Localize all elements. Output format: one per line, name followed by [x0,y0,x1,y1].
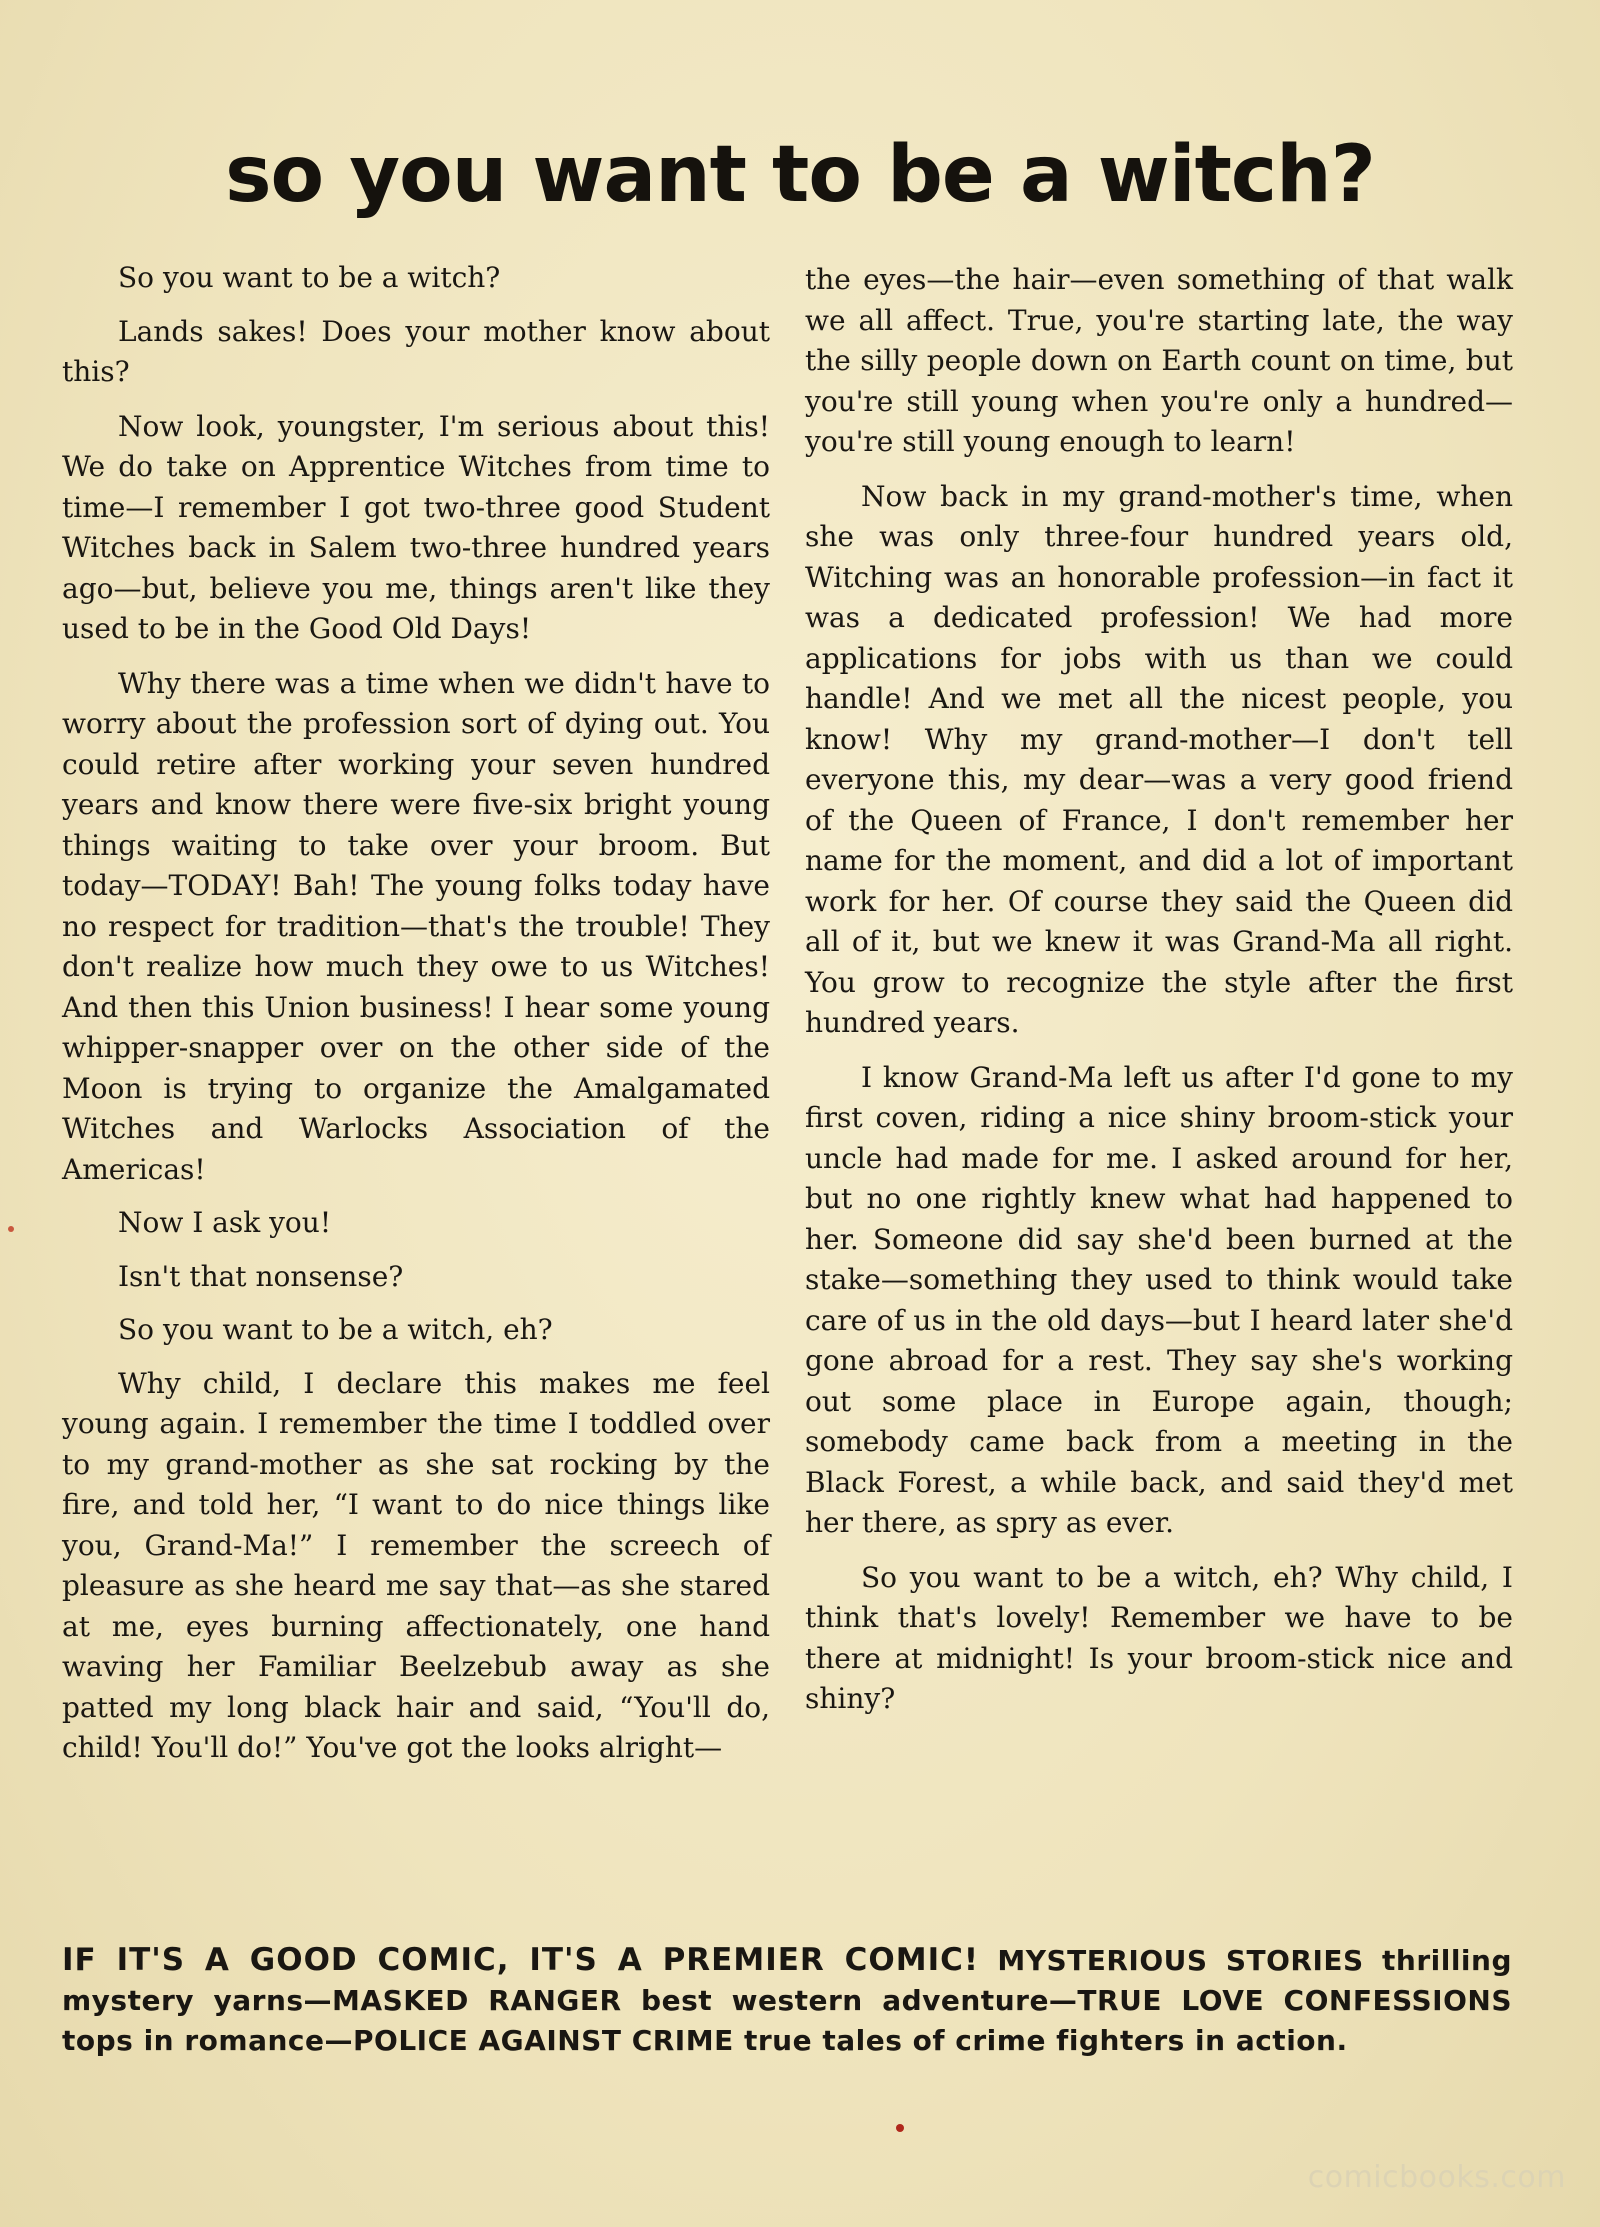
paragraph: the eyes—the hair—even something of that walk we all affect. True, you're starting late, the way the silly people down on Earth count on time, but you're still young when you're only a hundred—you're still young enough to learn! [805,263,1513,458]
left-column [62,258,770,1769]
paragraph: So you want to be a witch, eh? Why child, I think that's lovely! Remember we have to be there at midnight! Is your broom-stick nice and shiny? [805,1560,1513,1715]
paragraph: So you want to be a witch? [118,261,501,294]
paragraph: Why there was a time when we didn't have to worry about the profession sort of dying out. You could retire after working your seven hundred years and know there were five-six bright young things waiting to take over your broom. But today—TODAY! Bah! The young folks today have no respect for tradition—that's the trouble! They don't realize how much they owe to us Witches! And then this Union business! I hear some young whipper-snapper over on the other side of the Moon is trying to organize the Amalgamated Witches and Warlocks Association of the Americas! [62,666,770,1186]
paragraph: So you want to be a witch, eh? [118,1313,553,1346]
page-title: so you want to be a witch? [225,130,1375,220]
advertisement-footer [62,1940,1512,2061]
footer-lead: IF IT'S A GOOD COMIC, IT'S A PREMIER COMIC! [62,1942,980,1978]
paragraph: Isn't that nonsense? [118,1259,404,1293]
paragraph: I know Grand-Ma left us after I'd gone to my first coven, riding a nice shiny broom-stick your uncle had made for me. I asked around for her, but no one rightly knew what had happened to her. Someone did say she'd been burned at the stake—something they used to think would take care of us in the old days—but I heard later she'd gone abroad for a rest. They say she's working out some place in Europe again, though; somebody came back from a meeting in the Black Forest, a while back, and said they'd met her there, as spry as ever. [805,1060,1513,1539]
paragraph: Now I ask you! [118,1206,332,1239]
right-column [805,260,1513,1720]
paragraph: Now look, youngster, I'm serious about this! We do take on Apprentice Witches from time to time—I remember I got two-three good Student Witches back in Salem two-three hundred years ago—but, believe you me, things aren't like they used to be in the Good Old Days! [62,409,770,645]
ink-speck [8,1226,14,1232]
paragraph: Why child, I declare this makes me feel young again. I remember the time I toddled over to my grand-mother as she sat rocking by the fire, and told her, “I want to do nice things like you, Grand-Ma!” I remember the screech of pleasure as she heard me say that—as she stared at me, eyes burning affectionately, one hand waving her Familiar Beelzebub away as she patted my long black hair and said, “You'll do, child! You'll do!” You've got the looks alright— [62,1366,770,1764]
paragraph: Now back in my grand-mother's time, when she was only three-four hundred years old, Witching was an honorable profession—in fact it was a dedicated profession! We had more applications for jobs with us than we could handle! And we met all the nicest people, you know! Why my grand-mother—I don't tell everyone this, my dear—was a very good friend of the Queen of France, I don't remember her name for the moment, and did a lot of important work for her. Of course they said the Queen did all of it, but we knew it was Grand-Ma all right. You grow to recognize the style after the first hundred years. [805,479,1513,1039]
footer-text: MYSTERIOUS STORIES thrilling mystery yarns—MASKED RANGER best western adventure—TRUE LOVE CONFESSIONS tops in romance—POLICE AGAINST CRIME true tales of crime fighters in action. [62,1944,1513,2057]
paragraph: Lands sakes! Does your mother know about this? [62,314,770,388]
watermark: comicbooks.com [1307,2160,1566,2195]
ink-speck [896,2124,904,2132]
